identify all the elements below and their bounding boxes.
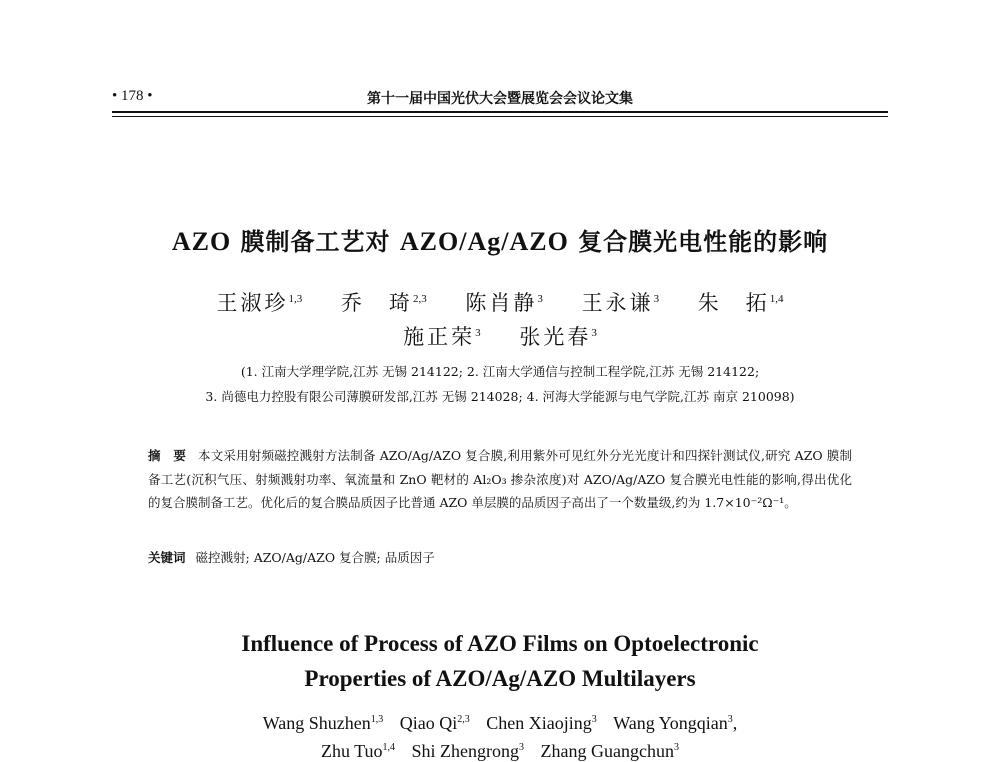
abstract [148,444,852,515]
chinese-title: AZO 膜制备工艺对 AZO/Ag/AZO 复合膜光电性能的影响 [171,227,829,256]
author-en: Shi Zhengrong$^3$ [411,741,525,761]
author-en: Wang Yongqian$^3$, [613,713,738,733]
abstract-label: 摘 要 [148,448,187,463]
page-number: • 178 • [112,88,153,104]
english-authors-line-1 [0,713,1000,734]
keywords [148,548,852,566]
chinese-authors-line-2 [0,321,1000,351]
keywords-text: 磁控溅射; AZO/Ag/AZO 复合膜; 品质因子 [195,550,435,565]
author: 朱 拓$^{1,4}$ [697,291,784,315]
abstract-text: 本文采用射频磁控溅射方法制备 AZO/Ag/AZO 复合膜,利用紫外可见红外分光光度计和四探针测试仪,研究 AZO 膜制备工艺(沉积气压、射频溅射功率、氧流量和 ZnO 靶材的 Al₂O₃ 掺杂浓度)对 AZO/Ag/AZO 复合膜光电性能的影响,得出优化的复合膜制备工艺。优化后的复合膜品质因子比普通 AZO 单层膜的品质因子高出了一个数量级,约为 1.7×10⁻²Ω⁻¹。 [148,448,852,510]
author-en: Chen Xiaojing$^3$ [486,713,597,733]
english-authors-line-2 [0,741,1000,762]
english-title-line-2: Properties of AZO/Ag/AZO Multilayers [304,666,696,691]
author: 王永谦$^3$ [581,291,660,315]
author: 王淑珍$^{1,3}$ [216,291,303,315]
author: 乔 琦$^{2,3}$ [340,291,427,315]
author-en: Wang Shuzhen$^{1,3}$ [262,713,384,733]
affiliations-line-2: 3. 尚德电力控股有限公司薄膜研发部,江苏 无锡 214028; 4. 河海大学能源与电气学院,江苏 南京 210098) [205,389,795,404]
author: 张光春$^3$ [519,325,597,349]
affiliations-line-1: (1. 江南大学理学院,江苏 无锡 214122; 2. 江南大学通信与控制工程学院,江苏 无锡 214122; [240,364,760,379]
chinese-authors-line-1 [0,287,1000,317]
header-rule-thin [112,116,888,117]
english-title-line-1: Influence of Process of AZO Films on Optoelectronic [241,631,759,656]
page-header [112,86,888,110]
author-en: Qiao Qi$^{2,3}$ [399,713,470,733]
keywords-label: 关键词 [148,550,186,565]
author-en: Zhu Tuo$^{1,4}$ [320,741,396,761]
author: 施正荣$^3$ [403,325,481,349]
author-en: Zhang Guangchun$^3$ [540,741,679,761]
header-rule-thick [112,111,888,113]
running-title: 第十一届中国光伏大会暨展览会会议论文集 [367,91,633,107]
author: 陈肖静$^3$ [465,291,543,315]
